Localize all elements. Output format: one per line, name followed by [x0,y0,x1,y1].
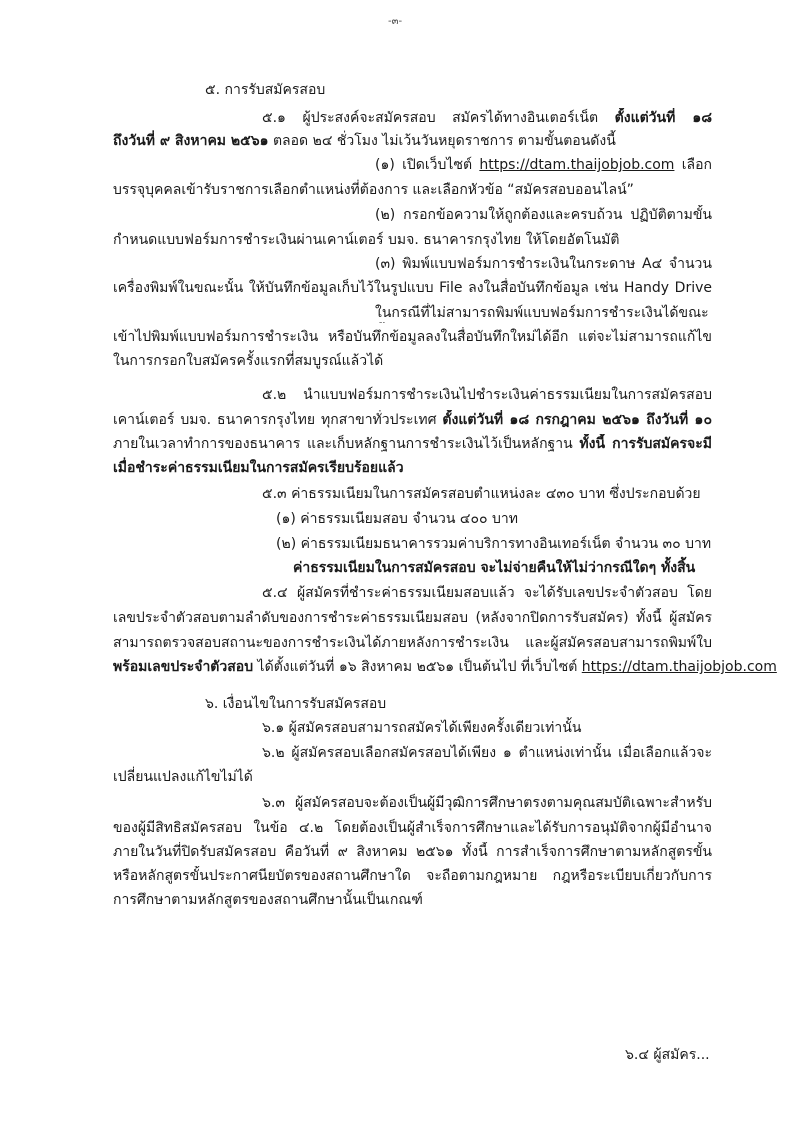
text-segment: ตั้งแต่วันที่ ๑๘ [614,110,712,126]
text-segment: ๕.๒ นำแบบฟอร์มการชำระเงินไปชำระเงินค่าธรรมเนียมในการสมัครสอบ [262,387,712,403]
text-line [113,410,712,430]
text-segment: ๖.๔ ผู้สมัคร... [625,1047,710,1063]
text-line [262,743,712,763]
text-segment: ค่าธรรมเนียมในการสมัครสอบ จะไม่จ่ายคืนให้ไม่ว่ากรณีใดๆ ทั้งสิ้น [293,560,696,576]
text-segment: ตั้งแต่วันที่ ๑๘ กรกฎาคม ๒๕๖๑ ถึงวันที่ ๑๐ [442,412,712,428]
page-number: -๓- [388,16,403,27]
text-segment: ถึงวันที่ ๙ สิงหาคม ๒๕๖๑ [113,133,269,149]
text-segment: ๖.๒ ผู้สมัครสอบเลือกสมัครสอบได้เพียง ๑ ตำแหน่งเท่านั้น เมื่อเลือกแล้วจะ [262,745,712,761]
text-line [113,818,712,838]
text-line [113,657,777,677]
text-segment: ในการกรอกใบสมัครครั้งแรกที่สมบูรณ์แล้วได้ [113,353,384,369]
text-line [293,558,695,578]
text-segment: เลือก [681,157,712,173]
website-link[interactable]: https://dtam.thaijobjob.com [581,659,777,675]
text-segment: ได้ตั้งแต่วันที่ ๑๖ สิงหาคม ๒๕๖๑ เป็นต้นไป ที่เว็บไซต์ [253,659,582,675]
text-line [262,583,712,603]
text-segment: (๑) เปิดเว็บไซต์ [375,157,480,173]
text-segment: หรือหลักสูตรขั้นประกาศนียบัตรของสถานศึกษาใด จะถือตามกฎหมาย กฎหรือระเบียบเกี่ยวกับการ [113,868,712,884]
text-segment: กำหนดแบบฟอร์มการชำระเงินผ่านเคาน์เตอร์ บมจ. ธนาคารกรุงไทย ให้โดยอัตโนมัติ [113,232,620,248]
text-line [262,108,712,128]
text-segment: ๖.๓ ผู้สมัครสอบจะต้องเป็นผู้มีวุฒิการศึกษาตรงตามคุณสมบัติเฉพาะสำหรับ [262,795,712,811]
text-line [276,509,518,529]
text-line [375,303,712,323]
text-line [113,180,634,200]
text-line [113,327,712,347]
text-segment: ๕.๔ ผู้สมัครที่ชำระค่าธรรมเนียมสอบแล้ว จะได้รับเลขประจำตัวสอบ โดย [262,585,712,601]
text-line [113,434,712,454]
text-segment: บรรจุบุคคลเข้ารับราชการเลือกตำแหน่งที่ต้องการ และเลือกหัวข้อ “สมัครสอบออนไลน์” [113,182,634,198]
text-line [113,608,712,628]
text-line [113,633,712,653]
text-segment: (๒) กรอกข้อความให้ถูกต้องและครบถ้วน ปฏิบัติตามขั้น [375,207,712,223]
text-line [262,484,701,504]
text-segment: สามารถตรวจสอบสถานะของการชำระเงินได้ภายหลังการชำระเงิน และผู้สมัครสอบสามารถพิมพ์ใบ [113,635,712,651]
text-segment: ๖.๑ ผู้สมัครสอบสามารถสมัครได้เพียงครั้งเดียวเท่านั้น [262,720,582,736]
text-line [205,694,386,714]
text-segment: ทั้งนี้ การรับสมัครจะมี [579,436,712,452]
text-segment: (๒) ค่าธรรมเนียมธนาคารรวมค่าบริการทางอินเทอร์เน็ต จำนวน ๓๐ บาท [276,536,712,552]
text-line [113,767,253,787]
text-line [113,866,712,886]
text-line [205,80,325,100]
text-segment: ๕.๓ ค่าธรรมเนียมในการสมัครสอบตำแหน่งละ ๔๓๐ บาท ซึ่งประกอบด้วย [262,486,701,502]
text-segment: การศึกษาตามหลักสูตรของสถานศึกษานั้นเป็นเกณฑ์ [113,892,423,908]
text-line [375,254,712,274]
text-line [113,278,712,298]
text-line [113,890,423,910]
text-segment: ภายในเวลาทำการของธนาคาร และเก็บหลักฐานการชำระเงินไว้เป็นหลักฐาน [113,436,580,452]
text-line [113,458,404,478]
text-segment: เคาน์เตอร์ บมจ. ธนาคารกรุงไทย ทุกสาขาทั่วประเทศ [113,412,443,428]
text-segment: ตลอด ๒๔ ชั่วโมง ไม่เว้นวันหยุดราชการ ตามขั้นตอนดังนี้ [268,133,616,149]
text-line [262,385,712,405]
text-segment: เครื่องพิมพ์ในขณะนั้น ให้บันทึกข้อมูลเก็บไว้ในรูปแบบ File ลงในสื่อบันทึกข้อมูล เช่น Handy Drive [113,280,712,296]
text-line [625,1045,710,1065]
text-segment: ภายในวันที่ปิดรับสมัครสอบ คือวันที่ ๙ สิงหาคม ๒๕๖๑ ทั้งนี้ การสำเร็จการศึกษาตามหลักสูตรขั้น [113,844,712,860]
text-segment: เข้าไปพิมพ์แบบฟอร์มการชำระเงิน หรือบันทึกข้อมูลลงในสื่อบันทึกใหม่ได้อีก แต่จะไม่สามารถแก้ไข [113,329,712,345]
text-segment: ๕.๑ ผู้ประสงค์จะสมัครสอบ สมัครได้ทางอินเตอร์เน็ต [262,110,615,126]
text-segment: พร้อมเลขประจำตัวสอบ [113,659,254,675]
text-line [375,205,712,225]
text-segment: (๓) พิมพ์แบบฟอร์มการชำระเงินในกระดาษ A๔ จำนวน [375,256,712,272]
text-segment: เปลี่ยนแปลงแก้ไขไม่ได้ [113,769,253,785]
text-segment: เมื่อชำระค่าธรรมเนียมในการสมัครเรียบร้อยแล้ว [113,460,404,476]
text-line [262,793,712,813]
website-link[interactable]: https://dtam.thaijobjob.com [479,157,675,173]
text-segment: ๖. เงื่อนไขในการรับสมัครสอบ [205,696,387,712]
text-segment: (๑) ค่าธรรมเนียมสอบ จำนวน ๔๐๐ บาท [276,511,519,527]
text-line [262,718,581,738]
text-line [113,842,712,862]
text-line [113,230,620,250]
text-line [113,351,383,371]
text-line [276,534,711,554]
text-segment: เลขประจำตัวสอบตามลำดับของการชำระค่าธรรมเนียมสอบ (หลังจากปิดการรับสมัคร) ทั้งนี้ ผู้สมัคร [113,610,712,626]
text-line [113,131,616,151]
text-line [375,155,712,175]
text-segment: ๕. การรับสมัครสอบ [205,82,326,98]
text-segment: ในกรณีที่ไม่สามารถพิมพ์แบบฟอร์มการชำระเงินได้ขณะ [375,305,709,321]
text-segment: ของผู้มีสิทธิสมัครสอบ ในข้อ ๔.๒ โดยต้องเป็นผู้สำเร็จการศึกษาและได้รับการอนุมัติจากผู้มีอำนาจ [113,820,712,836]
